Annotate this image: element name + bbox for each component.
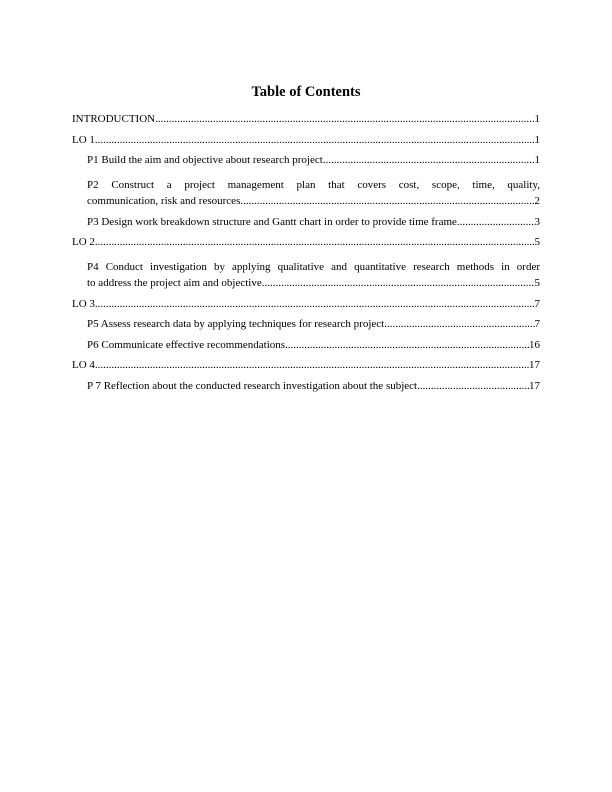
toc-leader-dots <box>240 195 534 207</box>
toc-leader-dots <box>95 134 535 146</box>
toc-title: Table of Contents <box>251 84 361 100</box>
toc-entry-p3[interactable] <box>72 216 540 237</box>
toc-entry-text: LO 1 <box>72 133 95 146</box>
toc-page-number: 7 <box>534 318 540 330</box>
toc-entry-text: LO 2 <box>72 236 95 248</box>
toc-entry-first-line: P2 Construct a project management plan that covers cost, scope, time, quality, <box>87 178 540 191</box>
toc-page-number: 5 <box>534 277 540 289</box>
toc-page-number: 16 <box>529 338 540 351</box>
toc-leader-dots <box>95 236 535 248</box>
toc-entry-introduction[interactable] <box>72 113 540 134</box>
toc-leader-dots <box>95 359 529 371</box>
toc-entry-text: P6 Communicate effective recommendations <box>87 338 286 351</box>
toc-entry-p2[interactable] <box>72 175 540 216</box>
toc-entry-text: communication, risk and resources <box>87 195 241 207</box>
toc-entry-first-line: P4 Conduct investigation by applying qualitative and quantitative research methods in order <box>87 260 540 273</box>
toc-leader-dots <box>95 298 535 310</box>
toc-entry-text: to address the project aim and objective <box>87 277 262 289</box>
toc-entry-p6[interactable] <box>72 339 540 360</box>
toc-entry-text: P1 Build the aim and objective about research project <box>87 154 323 166</box>
toc-entry-text: LO 3 <box>72 297 95 310</box>
toc-page-number: 17 <box>529 359 540 371</box>
toc-leader-dots <box>262 277 535 289</box>
toc-entry-p7[interactable] <box>72 380 540 401</box>
toc-page-number: 5 <box>534 236 540 248</box>
toc-entry-p4[interactable] <box>72 257 540 298</box>
toc-entry-lo2[interactable] <box>72 236 540 257</box>
toc-page-number: 1 <box>534 133 540 146</box>
toc-entry-lo3[interactable] <box>72 298 540 319</box>
toc-entry-text: P3 Design work breakdown structure and Gantt chart in order to provide time frame <box>87 215 457 228</box>
toc-entry-lo4[interactable] <box>72 359 540 380</box>
table-of-contents <box>72 113 540 400</box>
toc-page-number: 2 <box>534 195 540 207</box>
toc-entry-text: P5 Assess research data by applying techniques for research project <box>87 318 385 330</box>
toc-entry-lo1[interactable] <box>72 134 540 155</box>
toc-entry-text: LO 4 <box>72 359 95 371</box>
toc-entry-text: P 7 Reflection about the conducted research investigation about the subject <box>87 379 418 392</box>
toc-entry-text: INTRODUCTION <box>72 113 156 125</box>
toc-page-number: 7 <box>534 297 540 310</box>
toc-leader-dots <box>384 318 534 330</box>
toc-entry-p1[interactable] <box>72 154 540 175</box>
toc-page-number: 1 <box>534 154 540 166</box>
toc-page-number: 3 <box>534 215 540 228</box>
toc-leader-dots <box>285 339 529 351</box>
toc-leader-dots <box>323 154 535 166</box>
toc-page-number: 17 <box>529 379 540 392</box>
toc-leader-dots <box>155 113 534 125</box>
toc-entry-p5[interactable] <box>72 318 540 339</box>
toc-leader-dots <box>457 216 535 228</box>
toc-leader-dots <box>417 380 529 392</box>
toc-page-number: 1 <box>534 113 540 125</box>
